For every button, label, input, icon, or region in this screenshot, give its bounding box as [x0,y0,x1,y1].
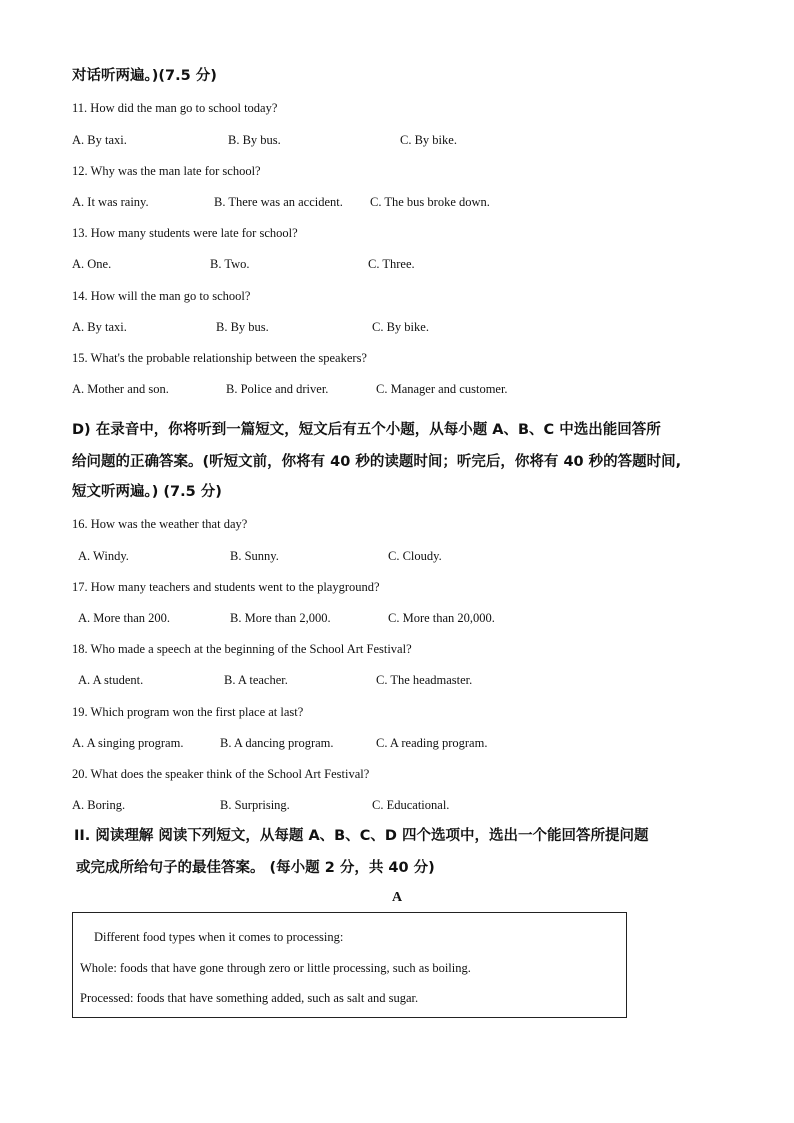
question-20: 20. What does the speaker think of the School Art Festival? [72,767,370,781]
option-19-b: B. A dancing program. [220,736,334,750]
option-19-c: C. A reading program. [376,736,488,750]
option-16-c: C. Cloudy. [388,549,442,563]
option-14-b: B. By bus. [216,320,269,334]
option-13-a: A. One. [72,257,112,271]
option-11-b: B. By bus. [228,133,281,147]
option-12-b: B. There was an accident. [214,195,343,209]
question-18: 18. Who made a speech at the beginning of the School Art Festival? [72,642,412,656]
option-13-b: B. Two. [210,257,250,271]
question-13: 13. How many students were late for school? [72,226,298,240]
option-12-a: A. It was rainy. [72,195,149,209]
option-15-c: C. Manager and customer. [376,382,508,396]
question-19: 19. Which program won the first place at last? [72,705,304,719]
option-11-c: C. By bike. [400,133,457,147]
option-20-b: B. Surprising. [220,798,290,812]
question-17: 17. How many teachers and students went to the playground? [72,580,380,594]
section-c-instruction-end: 对话听两遍。)(7.5 分) [72,68,217,84]
option-16-a: A. Windy. [78,549,129,563]
option-18-c: C. The headmaster. [376,673,473,687]
question-16: 16. How was the weather that day? [72,517,248,531]
option-17-a: A. More than 200. [78,611,170,625]
section-d-instruction-line2: 给问题的正确答案。(听短文前，你将有 40 秒的读题时间；听完后，你将有 40 秒的答题时间, [72,454,682,470]
question-14: 14. How will the man go to school? [72,289,251,303]
passage-box-line2: Whole: foods that have gone through zero or little processing, such as boiling. [80,961,471,975]
section-d-instruction-line3: 短文听两遍。) (7.5 分) [72,484,222,500]
option-11-a: A. By taxi. [72,133,127,147]
passage-label: A [391,890,403,905]
passage-box-line3: Processed: foods that have something added, such as salt and sugar. [80,991,419,1005]
section-d-instruction-line1: D) 在录音中，你将听到一篇短文，短文后有五个小题，从每小题 A、B、C 中选出能回答所 [72,422,661,438]
option-15-a: A. Mother and son. [72,382,169,396]
section-ii-heading-line1: II. 阅读理解 阅读下列短文，从每题 A、B、C、D 四个选项中，选出一个能回答所提问题 [74,828,649,844]
question-15: 15. What's the probable relationship between the speakers? [72,351,367,365]
passage-box-line1: Different food types when it comes to processing: [94,930,344,944]
option-17-c: C. More than 20,000. [388,611,495,625]
option-14-c: C. By bike. [372,320,429,334]
question-11: 11. How did the man go to school today? [72,101,278,115]
option-14-a: A. By taxi. [72,320,127,334]
option-19-a: A. A singing program. [72,736,184,750]
option-12-c: C. The bus broke down. [370,195,490,209]
option-20-a: A. Boring. [72,798,126,812]
option-15-b: B. Police and driver. [226,382,329,396]
option-13-c: C. Three. [368,257,415,271]
option-18-b: B. A teacher. [224,673,288,687]
option-20-c: C. Educational. [372,798,450,812]
option-16-b: B. Sunny. [230,549,279,563]
passage-box [72,912,627,1018]
option-18-a: A. A student. [78,673,144,687]
section-ii-heading-line2: 或完成所给句子的最佳答案。 (每小题 2 分，共 40 分) [76,860,435,876]
option-17-b: B. More than 2,000. [230,611,331,625]
question-12: 12. Why was the man late for school? [72,164,261,178]
